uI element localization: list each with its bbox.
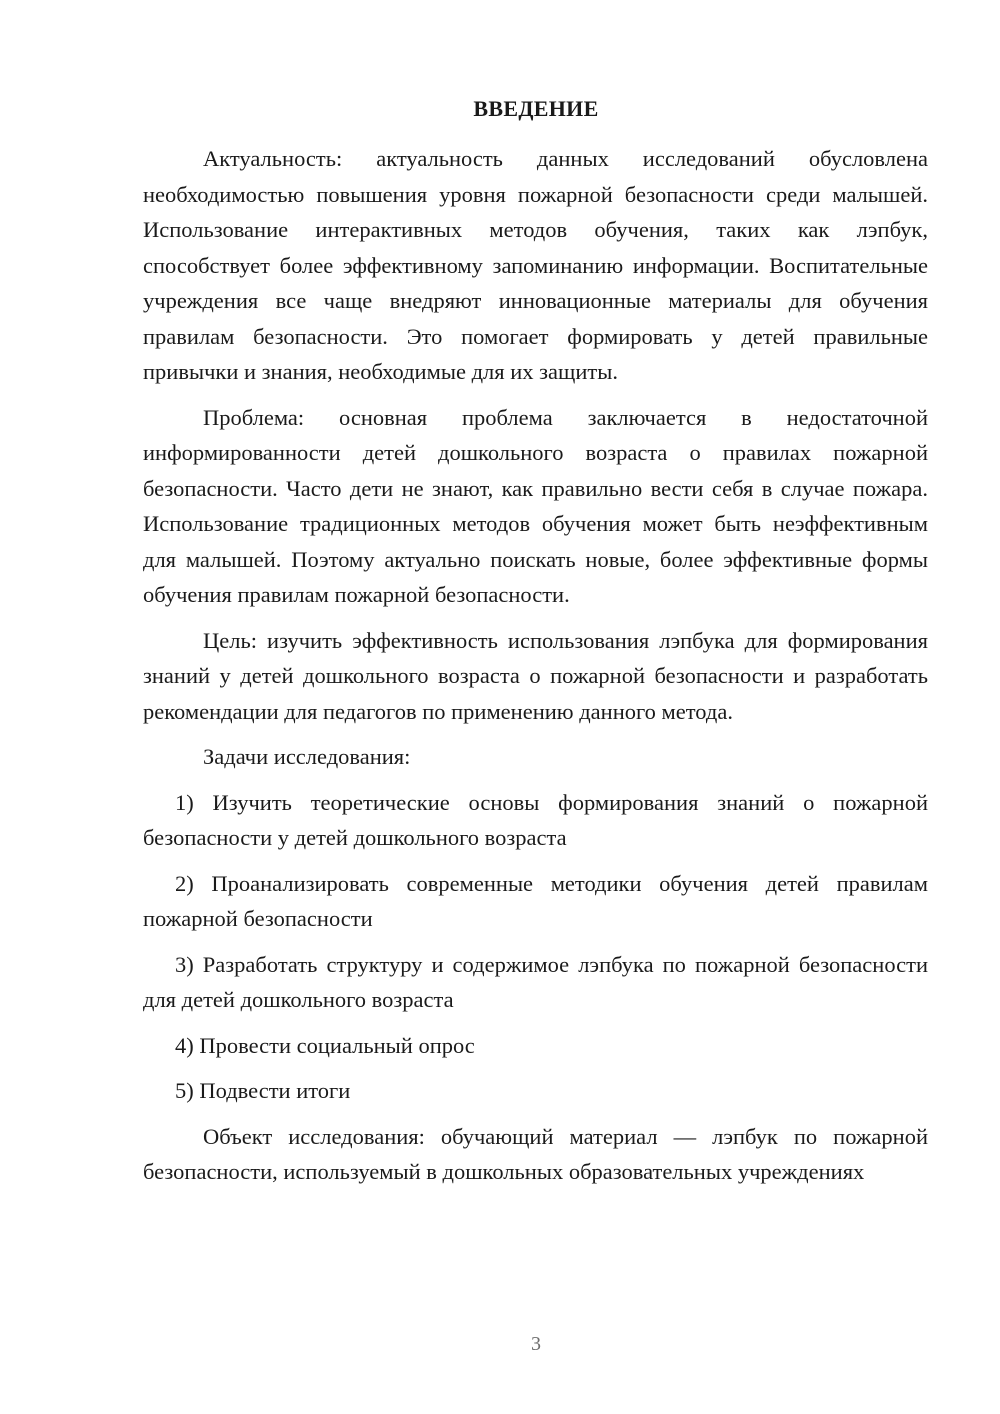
task-item-4: 4) Провести социальный опрос	[175, 1032, 475, 1058]
paragraph-goal: Цель: изучить эффективность использования лэпбука для формирования знаний у детей дошкольного возраста о пожарной безопасности и разработать рекомендации для педагогов по применению данного метода.	[143, 627, 928, 724]
page-title: ВВЕДЕНИЕ	[473, 96, 599, 121]
page-number: 3	[531, 1333, 541, 1355]
task-item-2: 2) Проанализировать современные методики обучения детей правилам пожарной безопасности	[143, 870, 928, 931]
tasks-heading: Задачи исследования:	[203, 744, 411, 769]
document-body	[143, 141, 928, 1200]
paragraph-problem: Проблема: основная проблема заключается в недостаточной информированности детей дошкольного возраста о правилах пожарной безопасности. Часто дети не знают, как правильно вести себя в случае пожара. Использование традиционных методов обучения может быть неэффективным для малышей. Поэтому актуально поискать новые, более эффективные формы обучения правилам пожарной безопасности.	[143, 404, 928, 607]
task-item-3: 3) Разработать структуру и содержимое лэпбука по пожарной безопасности для детей дошкольного возраста	[143, 951, 928, 1012]
paragraph-relevance: Актуальность: актуальность данных исследований обусловлена необходимостью повышения уровня пожарной безопасности среди малышей. Использование интерактивных методов обучения, таких как лэпбук, способствует более эффективному запоминанию информации. Воспитательные учреждения все чаще внедряют инновационные материалы для обучения правилам безопасности. Это помогает формировать у детей правильные привычки и знания, необходимые для их защиты.	[143, 146, 928, 384]
task-item-1: 1) Изучить теоретические основы формирования знаний о пожарной безопасности у детей дошкольного возраста	[143, 789, 928, 850]
task-item-5: 5) Подвести итоги	[175, 1078, 351, 1103]
paragraph-object: Объект исследования: обучающий материал — лэпбук по пожарной безопасности, используемый в дошкольных образовательных учреждениях	[143, 1123, 928, 1184]
